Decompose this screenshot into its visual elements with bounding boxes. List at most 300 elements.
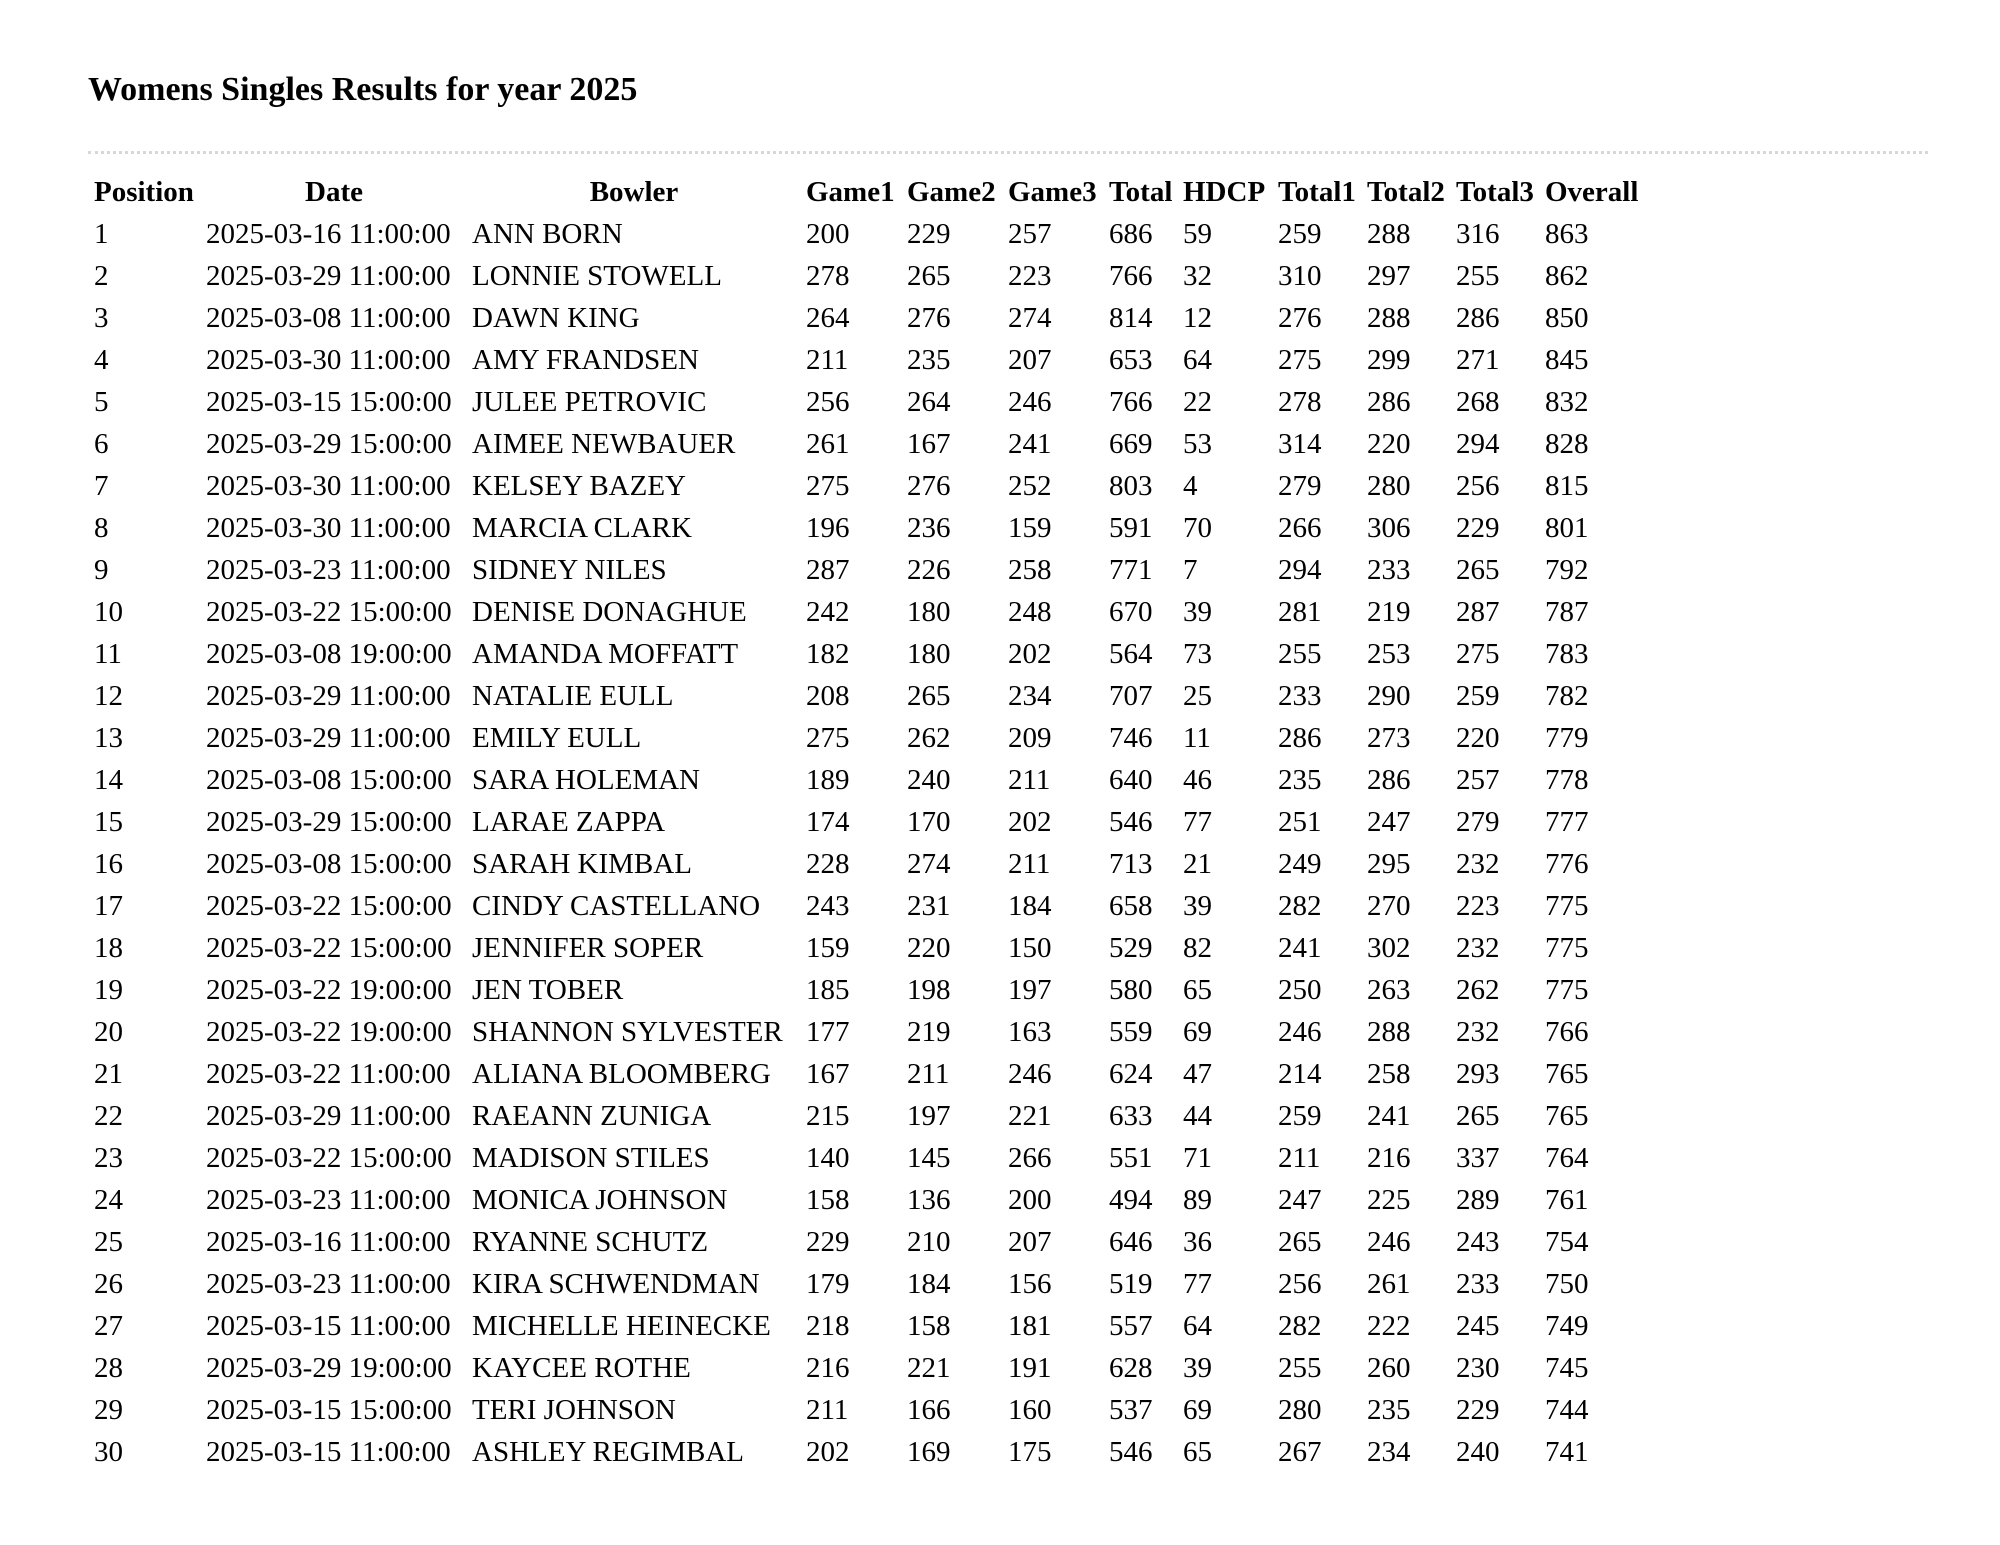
cell-overall: 750 bbox=[1545, 1267, 1589, 1300]
cell-total2: 302 bbox=[1367, 931, 1411, 964]
cell-total1: 286 bbox=[1278, 721, 1322, 754]
cell-total1: 246 bbox=[1278, 1015, 1322, 1048]
cell-total3: 256 bbox=[1456, 469, 1500, 502]
cell-game3: 211 bbox=[1008, 847, 1051, 880]
cell-game2: 219 bbox=[907, 1015, 951, 1048]
table-row bbox=[88, 213, 1642, 255]
title-separator bbox=[88, 151, 1928, 154]
cell-game2: 265 bbox=[907, 679, 951, 712]
cell-total2: 234 bbox=[1367, 1435, 1411, 1468]
cell-date: 2025-03-16 11:00:00 bbox=[206, 1225, 451, 1258]
cell-game3: 156 bbox=[1008, 1267, 1052, 1300]
cell-position: 3 bbox=[94, 301, 109, 334]
cell-game1: 196 bbox=[806, 511, 850, 544]
cell-bowler: ASHLEY REGIMBAL bbox=[472, 1435, 745, 1468]
cell-total1: 235 bbox=[1278, 763, 1322, 796]
column-header-total: Total bbox=[1109, 175, 1173, 208]
cell-position: 20 bbox=[94, 1015, 123, 1048]
cell-game1: 177 bbox=[806, 1015, 850, 1048]
cell-game1: 167 bbox=[806, 1057, 850, 1090]
cell-game2: 235 bbox=[907, 343, 951, 376]
cell-overall: 787 bbox=[1545, 595, 1589, 628]
cell-hdcp: 69 bbox=[1183, 1015, 1212, 1048]
cell-overall: 778 bbox=[1545, 763, 1589, 796]
cell-overall: 765 bbox=[1545, 1099, 1589, 1132]
cell-position: 13 bbox=[94, 721, 123, 754]
cell-overall: 783 bbox=[1545, 637, 1589, 670]
results-table bbox=[88, 171, 1642, 1473]
cell-game2: 184 bbox=[907, 1267, 951, 1300]
table-row bbox=[88, 1347, 1642, 1389]
cell-overall: 766 bbox=[1545, 1015, 1589, 1048]
cell-hdcp: 73 bbox=[1183, 637, 1212, 670]
table-row bbox=[88, 1263, 1642, 1305]
cell-game1: 287 bbox=[806, 553, 850, 586]
cell-total3: 268 bbox=[1456, 385, 1500, 418]
cell-overall: 776 bbox=[1545, 847, 1589, 880]
cell-total3: 232 bbox=[1456, 1015, 1500, 1048]
cell-total: 628 bbox=[1109, 1351, 1153, 1384]
table-row bbox=[88, 1011, 1642, 1053]
cell-overall: 744 bbox=[1545, 1393, 1589, 1426]
table-header-row bbox=[88, 171, 1642, 213]
cell-game3: 159 bbox=[1008, 511, 1052, 544]
cell-bowler: KAYCEE ROTHE bbox=[472, 1351, 691, 1384]
cell-total2: 299 bbox=[1367, 343, 1411, 376]
table-row bbox=[88, 843, 1642, 885]
cell-date: 2025-03-08 11:00:00 bbox=[206, 301, 451, 334]
cell-game1: 256 bbox=[806, 385, 850, 418]
cell-total3: 287 bbox=[1456, 595, 1500, 628]
cell-total3: 337 bbox=[1456, 1141, 1500, 1174]
cell-position: 2 bbox=[94, 259, 109, 292]
cell-total2: 233 bbox=[1367, 553, 1411, 586]
cell-game2: 221 bbox=[907, 1351, 951, 1384]
cell-game2: 276 bbox=[907, 469, 951, 502]
cell-position: 8 bbox=[94, 511, 109, 544]
cell-position: 27 bbox=[94, 1309, 123, 1342]
cell-overall: 863 bbox=[1545, 217, 1589, 250]
cell-total2: 220 bbox=[1367, 427, 1411, 460]
cell-game2: 197 bbox=[907, 1099, 951, 1132]
cell-total1: 282 bbox=[1278, 1309, 1322, 1342]
cell-position: 9 bbox=[94, 553, 109, 586]
cell-date: 2025-03-29 11:00:00 bbox=[206, 679, 451, 712]
cell-date: 2025-03-08 19:00:00 bbox=[206, 637, 452, 670]
cell-bowler: LONNIE STOWELL bbox=[472, 259, 722, 292]
cell-total2: 241 bbox=[1367, 1099, 1411, 1132]
table-row bbox=[88, 1137, 1642, 1179]
cell-position: 16 bbox=[94, 847, 123, 880]
cell-game2: 169 bbox=[907, 1435, 951, 1468]
cell-total2: 235 bbox=[1367, 1393, 1411, 1426]
cell-overall: 777 bbox=[1545, 805, 1589, 838]
cell-total1: 241 bbox=[1278, 931, 1322, 964]
cell-date: 2025-03-29 11:00:00 bbox=[206, 1099, 451, 1132]
cell-total1: 259 bbox=[1278, 1099, 1322, 1132]
table-row bbox=[88, 717, 1642, 759]
cell-game1: 275 bbox=[806, 721, 850, 754]
cell-total1: 250 bbox=[1278, 973, 1322, 1006]
cell-overall: 775 bbox=[1545, 931, 1589, 964]
cell-game1: 179 bbox=[806, 1267, 850, 1300]
cell-game3: 258 bbox=[1008, 553, 1052, 586]
cell-total: 686 bbox=[1109, 217, 1153, 250]
results-page bbox=[88, 60, 1928, 1468]
table-row bbox=[88, 1389, 1642, 1431]
cell-total2: 219 bbox=[1367, 595, 1411, 628]
cell-bowler: AIMEE NEWBAUER bbox=[472, 427, 736, 460]
cell-game1: 215 bbox=[806, 1099, 850, 1132]
cell-game1: 140 bbox=[806, 1141, 850, 1174]
cell-position: 4 bbox=[94, 343, 109, 376]
cell-overall: 765 bbox=[1545, 1057, 1589, 1090]
cell-total1: 276 bbox=[1278, 301, 1322, 334]
cell-overall: 828 bbox=[1545, 427, 1589, 460]
cell-bowler: NATALIE EULL bbox=[472, 679, 674, 712]
cell-total3: 316 bbox=[1456, 217, 1500, 250]
cell-total1: 275 bbox=[1278, 343, 1322, 376]
table-row bbox=[88, 255, 1642, 297]
cell-position: 6 bbox=[94, 427, 109, 460]
cell-position: 24 bbox=[94, 1183, 123, 1216]
cell-bowler: KELSEY BAZEY bbox=[472, 469, 686, 502]
cell-bowler: TERI JOHNSON bbox=[472, 1393, 676, 1426]
cell-game2: 220 bbox=[907, 931, 951, 964]
cell-total: 551 bbox=[1109, 1141, 1153, 1174]
cell-bowler: AMANDA MOFFATT bbox=[472, 637, 739, 670]
cell-total1: 267 bbox=[1278, 1435, 1322, 1468]
cell-game1: 261 bbox=[806, 427, 850, 460]
cell-total: 537 bbox=[1109, 1393, 1153, 1426]
cell-hdcp: 89 bbox=[1183, 1183, 1212, 1216]
cell-total3: 220 bbox=[1456, 721, 1500, 754]
cell-game1: 243 bbox=[806, 889, 850, 922]
cell-total: 624 bbox=[1109, 1057, 1153, 1090]
cell-total2: 286 bbox=[1367, 763, 1411, 796]
cell-bowler: KIRA SCHWENDMAN bbox=[472, 1267, 760, 1300]
cell-total1: 280 bbox=[1278, 1393, 1322, 1426]
cell-bowler: DENISE DONAGHUE bbox=[472, 595, 747, 628]
cell-game1: 228 bbox=[806, 847, 850, 880]
table-row bbox=[88, 549, 1642, 591]
cell-bowler: SHANNON SYLVESTER bbox=[472, 1015, 783, 1048]
cell-game2: 274 bbox=[907, 847, 951, 880]
cell-total3: 243 bbox=[1456, 1225, 1500, 1258]
cell-total: 707 bbox=[1109, 679, 1153, 712]
cell-total: 519 bbox=[1109, 1267, 1153, 1300]
cell-game3: 181 bbox=[1008, 1309, 1052, 1342]
cell-game3: 202 bbox=[1008, 637, 1052, 670]
cell-game1: 174 bbox=[806, 805, 850, 838]
cell-game3: 184 bbox=[1008, 889, 1052, 922]
cell-hdcp: 21 bbox=[1183, 847, 1212, 880]
cell-position: 21 bbox=[94, 1057, 123, 1090]
cell-game3: 207 bbox=[1008, 343, 1052, 376]
cell-total2: 297 bbox=[1367, 259, 1411, 292]
cell-hdcp: 22 bbox=[1183, 385, 1212, 418]
cell-total1: 281 bbox=[1278, 595, 1322, 628]
cell-game3: 202 bbox=[1008, 805, 1052, 838]
cell-game1: 185 bbox=[806, 973, 850, 1006]
cell-total2: 246 bbox=[1367, 1225, 1411, 1258]
cell-position: 30 bbox=[94, 1435, 123, 1468]
cell-date: 2025-03-29 11:00:00 bbox=[206, 721, 451, 754]
cell-bowler: MICHELLE HEINECKE bbox=[472, 1309, 771, 1342]
cell-total2: 253 bbox=[1367, 637, 1411, 670]
cell-game1: 211 bbox=[806, 343, 849, 376]
cell-game3: 200 bbox=[1008, 1183, 1052, 1216]
table-row bbox=[88, 1179, 1642, 1221]
cell-bowler: SARA HOLEMAN bbox=[472, 763, 700, 796]
cell-total2: 273 bbox=[1367, 721, 1411, 754]
cell-game3: 209 bbox=[1008, 721, 1052, 754]
cell-game2: 170 bbox=[907, 805, 951, 838]
cell-total3: 255 bbox=[1456, 259, 1500, 292]
cell-hdcp: 25 bbox=[1183, 679, 1212, 712]
cell-total: 669 bbox=[1109, 427, 1153, 460]
cell-game1: 211 bbox=[806, 1393, 849, 1426]
cell-overall: 745 bbox=[1545, 1351, 1589, 1384]
cell-overall: 782 bbox=[1545, 679, 1589, 712]
cell-game3: 266 bbox=[1008, 1141, 1052, 1174]
cell-game2: 226 bbox=[907, 553, 951, 586]
cell-overall: 815 bbox=[1545, 469, 1589, 502]
cell-hdcp: 32 bbox=[1183, 259, 1212, 292]
table-row bbox=[88, 1431, 1642, 1473]
cell-total: 564 bbox=[1109, 637, 1153, 670]
cell-game1: 229 bbox=[806, 1225, 850, 1258]
cell-total1: 278 bbox=[1278, 385, 1322, 418]
table-row bbox=[88, 339, 1642, 381]
cell-overall: 862 bbox=[1545, 259, 1589, 292]
cell-overall: 775 bbox=[1545, 973, 1589, 1006]
cell-total: 640 bbox=[1109, 763, 1153, 796]
cell-total2: 288 bbox=[1367, 1015, 1411, 1048]
cell-total3: 229 bbox=[1456, 1393, 1500, 1426]
cell-total: 771 bbox=[1109, 553, 1153, 586]
cell-game2: 229 bbox=[907, 217, 951, 250]
cell-date: 2025-03-30 11:00:00 bbox=[206, 343, 451, 376]
cell-date: 2025-03-23 11:00:00 bbox=[206, 553, 451, 586]
cell-position: 19 bbox=[94, 973, 123, 1006]
cell-game3: 160 bbox=[1008, 1393, 1052, 1426]
cell-game3: 234 bbox=[1008, 679, 1052, 712]
cell-bowler: LARAE ZAPPA bbox=[472, 805, 666, 838]
cell-game3: 246 bbox=[1008, 1057, 1052, 1090]
cell-total1: 211 bbox=[1278, 1141, 1321, 1174]
cell-overall: 850 bbox=[1545, 301, 1589, 334]
cell-total3: 265 bbox=[1456, 1099, 1500, 1132]
table-row bbox=[88, 591, 1642, 633]
cell-game3: 191 bbox=[1008, 1351, 1052, 1384]
cell-game1: 189 bbox=[806, 763, 850, 796]
cell-total: 803 bbox=[1109, 469, 1153, 502]
cell-position: 15 bbox=[94, 805, 123, 838]
table-row bbox=[88, 1305, 1642, 1347]
cell-game1: 182 bbox=[806, 637, 850, 670]
cell-bowler: SIDNEY NILES bbox=[472, 553, 667, 586]
cell-game1: 264 bbox=[806, 301, 850, 334]
cell-position: 29 bbox=[94, 1393, 123, 1426]
cell-total3: 240 bbox=[1456, 1435, 1500, 1468]
cell-game2: 166 bbox=[907, 1393, 951, 1426]
cell-position: 26 bbox=[94, 1267, 123, 1300]
cell-total: 546 bbox=[1109, 805, 1153, 838]
cell-date: 2025-03-29 15:00:00 bbox=[206, 805, 452, 838]
cell-total: 633 bbox=[1109, 1099, 1153, 1132]
cell-game2: 180 bbox=[907, 595, 951, 628]
cell-total2: 286 bbox=[1367, 385, 1411, 418]
cell-game3: 197 bbox=[1008, 973, 1052, 1006]
cell-total2: 295 bbox=[1367, 847, 1411, 880]
cell-total2: 288 bbox=[1367, 301, 1411, 334]
cell-position: 18 bbox=[94, 931, 123, 964]
cell-total: 580 bbox=[1109, 973, 1153, 1006]
cell-game3: 223 bbox=[1008, 259, 1052, 292]
cell-bowler: MADISON STILES bbox=[472, 1141, 710, 1174]
cell-game2: 167 bbox=[907, 427, 951, 460]
cell-hdcp: 64 bbox=[1183, 343, 1212, 376]
table-row bbox=[88, 1095, 1642, 1137]
cell-hdcp: 36 bbox=[1183, 1225, 1212, 1258]
cell-total3: 265 bbox=[1456, 553, 1500, 586]
table-row bbox=[88, 423, 1642, 465]
cell-total2: 222 bbox=[1367, 1309, 1411, 1342]
cell-game2: 264 bbox=[907, 385, 951, 418]
cell-hdcp: 39 bbox=[1183, 889, 1212, 922]
cell-total1: 282 bbox=[1278, 889, 1322, 922]
cell-date: 2025-03-30 11:00:00 bbox=[206, 469, 451, 502]
cell-date: 2025-03-15 15:00:00 bbox=[206, 385, 452, 418]
cell-total3: 275 bbox=[1456, 637, 1500, 670]
cell-date: 2025-03-15 11:00:00 bbox=[206, 1309, 451, 1342]
cell-hdcp: 70 bbox=[1183, 511, 1212, 544]
cell-total1: 255 bbox=[1278, 1351, 1322, 1384]
cell-date: 2025-03-23 11:00:00 bbox=[206, 1183, 451, 1216]
page-title: Womens Singles Results for year 2025 bbox=[88, 71, 638, 108]
cell-hdcp: 71 bbox=[1183, 1141, 1212, 1174]
cell-date: 2025-03-22 19:00:00 bbox=[206, 973, 452, 1006]
cell-game3: 248 bbox=[1008, 595, 1052, 628]
cell-total2: 247 bbox=[1367, 805, 1411, 838]
table-row bbox=[88, 675, 1642, 717]
cell-total3: 294 bbox=[1456, 427, 1500, 460]
cell-hdcp: 53 bbox=[1183, 427, 1212, 460]
cell-total2: 261 bbox=[1367, 1267, 1411, 1300]
cell-total1: 314 bbox=[1278, 427, 1322, 460]
cell-date: 2025-03-15 11:00:00 bbox=[206, 1435, 451, 1468]
cell-total3: 262 bbox=[1456, 973, 1500, 1006]
cell-total1: 294 bbox=[1278, 553, 1322, 586]
cell-date: 2025-03-29 19:00:00 bbox=[206, 1351, 452, 1384]
cell-hdcp: 4 bbox=[1183, 469, 1198, 502]
cell-hdcp: 69 bbox=[1183, 1393, 1212, 1426]
cell-hdcp: 64 bbox=[1183, 1309, 1212, 1342]
cell-total3: 271 bbox=[1456, 343, 1500, 376]
cell-total1: 266 bbox=[1278, 511, 1322, 544]
cell-game3: 150 bbox=[1008, 931, 1052, 964]
cell-date: 2025-03-23 11:00:00 bbox=[206, 1267, 451, 1300]
cell-position: 7 bbox=[94, 469, 109, 502]
cell-hdcp: 46 bbox=[1183, 763, 1212, 796]
cell-total2: 288 bbox=[1367, 217, 1411, 250]
cell-total1: 247 bbox=[1278, 1183, 1322, 1216]
cell-position: 25 bbox=[94, 1225, 123, 1258]
cell-total2: 225 bbox=[1367, 1183, 1411, 1216]
column-header-position: Position bbox=[94, 175, 194, 208]
table-row bbox=[88, 465, 1642, 507]
table-row bbox=[88, 297, 1642, 339]
cell-overall: 764 bbox=[1545, 1141, 1589, 1174]
cell-hdcp: 39 bbox=[1183, 1351, 1212, 1384]
table-row bbox=[88, 1053, 1642, 1095]
column-header-total1: Total1 bbox=[1278, 175, 1356, 208]
table-row bbox=[88, 381, 1642, 423]
cell-game2: 136 bbox=[907, 1183, 951, 1216]
column-header-game2: Game2 bbox=[907, 175, 996, 208]
cell-bowler: MONICA JOHNSON bbox=[472, 1183, 728, 1216]
cell-total1: 249 bbox=[1278, 847, 1322, 880]
cell-bowler: RAEANN ZUNIGA bbox=[472, 1099, 712, 1132]
cell-total3: 230 bbox=[1456, 1351, 1500, 1384]
column-header-game1: Game1 bbox=[806, 175, 895, 208]
table-row bbox=[88, 801, 1642, 843]
cell-total2: 260 bbox=[1367, 1351, 1411, 1384]
cell-game3: 252 bbox=[1008, 469, 1052, 502]
cell-position: 14 bbox=[94, 763, 123, 796]
cell-bowler: ALIANA BLOOMBERG bbox=[472, 1057, 771, 1090]
cell-hdcp: 44 bbox=[1183, 1099, 1212, 1132]
cell-overall: 792 bbox=[1545, 553, 1589, 586]
column-header-date: Date bbox=[305, 175, 363, 208]
cell-total2: 290 bbox=[1367, 679, 1411, 712]
cell-overall: 754 bbox=[1545, 1225, 1589, 1258]
cell-position: 11 bbox=[94, 637, 122, 670]
cell-total2: 270 bbox=[1367, 889, 1411, 922]
cell-total1: 310 bbox=[1278, 259, 1322, 292]
cell-date: 2025-03-29 15:00:00 bbox=[206, 427, 452, 460]
cell-bowler: ANN BORN bbox=[472, 217, 623, 250]
column-header-hdcp: HDCP bbox=[1183, 175, 1266, 208]
cell-game3: 163 bbox=[1008, 1015, 1052, 1048]
cell-bowler: CINDY CASTELLANO bbox=[472, 889, 761, 922]
cell-overall: 779 bbox=[1545, 721, 1589, 754]
cell-game2: 240 bbox=[907, 763, 951, 796]
cell-hdcp: 7 bbox=[1183, 553, 1198, 586]
cell-total3: 233 bbox=[1456, 1267, 1500, 1300]
cell-game2: 158 bbox=[907, 1309, 951, 1342]
cell-game1: 242 bbox=[806, 595, 850, 628]
cell-hdcp: 11 bbox=[1183, 721, 1211, 754]
cell-overall: 832 bbox=[1545, 385, 1589, 418]
cell-hdcp: 12 bbox=[1183, 301, 1212, 334]
cell-total: 713 bbox=[1109, 847, 1153, 880]
column-header-total2: Total2 bbox=[1367, 175, 1445, 208]
cell-hdcp: 77 bbox=[1183, 1267, 1212, 1300]
cell-bowler: JENNIFER SOPER bbox=[472, 931, 704, 964]
cell-hdcp: 59 bbox=[1183, 217, 1212, 250]
column-header-overall: Overall bbox=[1545, 175, 1639, 208]
cell-total3: 223 bbox=[1456, 889, 1500, 922]
cell-position: 23 bbox=[94, 1141, 123, 1174]
cell-game2: 180 bbox=[907, 637, 951, 670]
cell-game3: 221 bbox=[1008, 1099, 1052, 1132]
cell-date: 2025-03-22 15:00:00 bbox=[206, 595, 452, 628]
cell-total3: 232 bbox=[1456, 847, 1500, 880]
cell-total1: 265 bbox=[1278, 1225, 1322, 1258]
cell-game3: 257 bbox=[1008, 217, 1052, 250]
